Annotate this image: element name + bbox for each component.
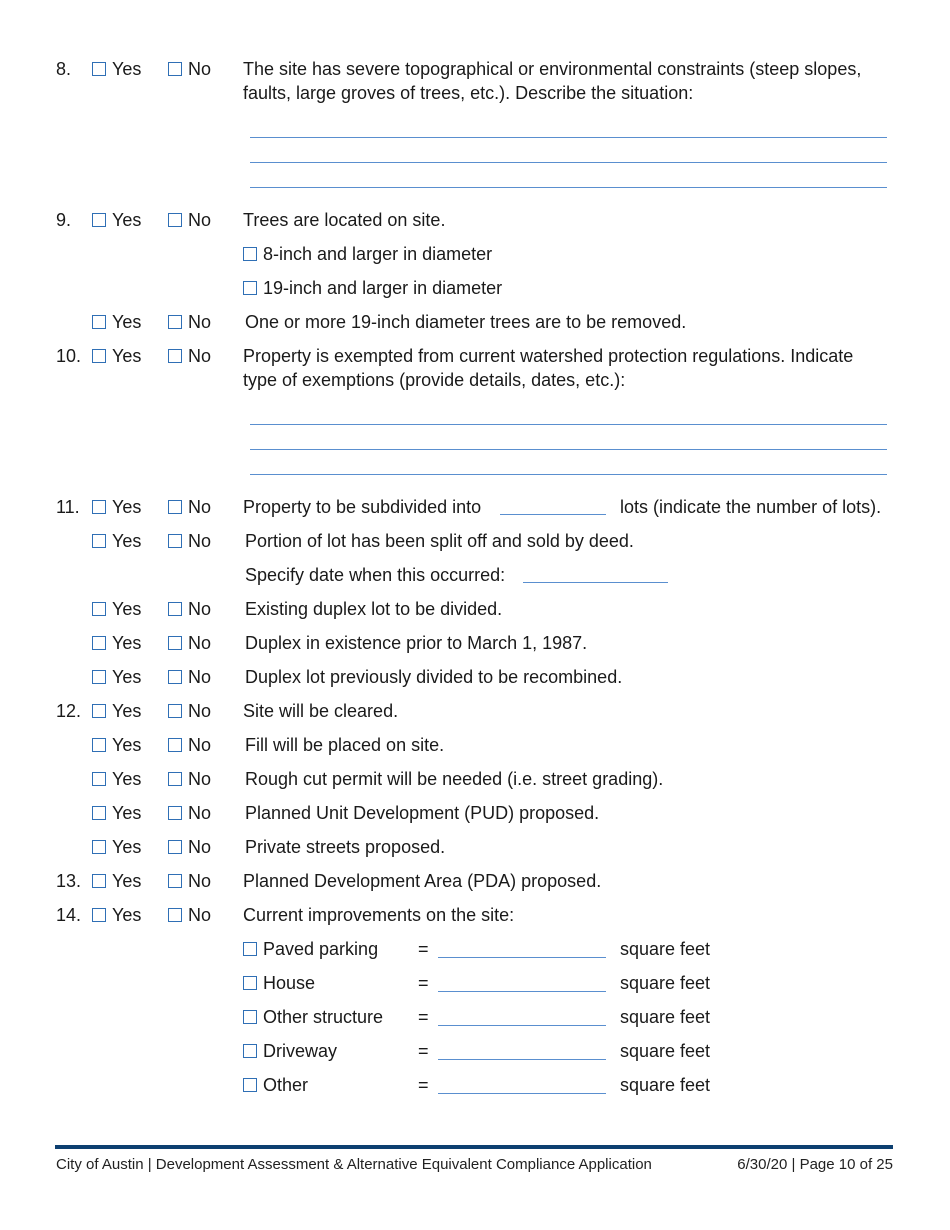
q11-text-a: Property to be subdivided into [243,497,482,517]
item-label: Other structure [263,1006,384,1027]
no-label: No [188,870,212,891]
q9-yes-checkbox[interactable] [92,213,106,227]
q12-sub2-text: Rough cut permit will be needed (i.e. street grading). [245,769,664,789]
driveway-sqft-input[interactable] [438,1059,606,1060]
q12-no-checkbox[interactable] [168,704,182,718]
q8-answer-line-2[interactable] [250,162,887,163]
q12-number: 12. [56,701,82,721]
yes-label: Yes [112,666,142,687]
no-label: No [188,734,212,755]
q12-sub1-no[interactable] [168,733,211,757]
yes-label: Yes [112,836,142,857]
no-label: No [188,802,212,823]
q12-sub4-text: Private streets proposed. [245,837,446,857]
q10-answer-line-3[interactable] [250,474,887,475]
q12-sub3-yes-checkbox[interactable] [92,806,106,820]
q12-sub3-no[interactable] [168,801,211,825]
q13-yes[interactable] [92,869,141,893]
q10-answer-line-2[interactable] [250,449,887,450]
house-checkbox[interactable] [243,976,257,990]
q8-yes[interactable] [92,57,141,81]
q11-sub1-text: Portion of lot has been split off and sold by deed. [245,531,634,551]
footer-page-info: 6/30/20 | Page 10 of 25 [737,1156,893,1173]
equals-sign: = [418,973,429,993]
q12-sub1-text: Fill will be placed on site. [245,735,445,755]
q14-item-paved-parking[interactable] [243,937,378,961]
yes-label: Yes [112,632,142,653]
q11-sub2-no[interactable] [168,597,211,621]
q11-yes[interactable] [92,495,141,519]
q14-text: Current improvements on the site: [243,905,515,925]
q10-answer-line-1[interactable] [250,424,887,425]
q11-sub3-no[interactable] [168,631,211,655]
no-label: No [188,666,212,687]
q10-yes-checkbox[interactable] [92,349,106,363]
q9-option-8inch[interactable] [243,242,492,266]
q9-option-19inch[interactable] [243,276,502,300]
footer-rule [55,1145,893,1149]
no-label: No [188,700,212,721]
q9-8inch-checkbox[interactable] [243,247,257,261]
q12-yes-checkbox[interactable] [92,704,106,718]
q8-answer-line-3[interactable] [250,187,887,188]
q11-sub4-yes-checkbox[interactable] [92,670,106,684]
q9-sub-no[interactable] [168,310,211,334]
q11-yes-checkbox[interactable] [92,500,106,514]
yes-label: Yes [112,345,142,366]
q9-yes[interactable] [92,208,141,232]
no-label: No [188,496,212,517]
item-label: Paved parking [263,938,379,959]
q9-no-checkbox[interactable] [168,213,182,227]
q8-text-line1: The site has severe topographical or environmental constraints (steep slopes, [243,59,862,79]
unit-label: square feet [620,1007,711,1027]
q14-number: 14. [56,905,82,925]
q11-no-checkbox[interactable] [168,500,182,514]
q14-item-other[interactable] [243,1073,308,1097]
no-label: No [188,904,212,925]
q13-no[interactable] [168,869,211,893]
no-label: No [188,598,212,619]
q11-sub4-text: Duplex lot previously divided to be recombined. [245,667,623,687]
q11-sub4-no[interactable] [168,665,211,689]
q12-sub4-yes-checkbox[interactable] [92,840,106,854]
q12-sub1-yes-checkbox[interactable] [92,738,106,752]
q11-sub1-yes[interactable] [92,529,141,553]
yes-label: Yes [112,598,142,619]
house-sqft-input[interactable] [438,991,606,992]
q9-sub-yes-checkbox[interactable] [92,315,106,329]
q12-sub3-yes[interactable] [92,801,141,825]
q10-no[interactable] [168,344,211,368]
q8-yes-checkbox[interactable] [92,62,106,76]
q9-sub-yes[interactable] [92,310,141,334]
yes-label: Yes [112,768,142,789]
q11-sub4-no-checkbox[interactable] [168,670,182,684]
q11-sub2-text: Existing duplex lot to be divided. [245,599,503,619]
q10-no-checkbox[interactable] [168,349,182,363]
q12-text: Site will be cleared. [243,701,399,721]
driveway-checkbox[interactable] [243,1044,257,1058]
no-label: No [188,768,212,789]
q12-sub1-yes[interactable] [92,733,141,757]
q12-sub4-yes[interactable] [92,835,141,859]
q9-text: Trees are located on site. [243,210,446,230]
q8-number: 8. [56,59,72,79]
q12-sub3-no-checkbox[interactable] [168,806,182,820]
q11-sub2-no-checkbox[interactable] [168,602,182,616]
q13-text: Planned Development Area (PDA) proposed. [243,871,602,891]
yes-label: Yes [112,209,142,230]
q11-sub2-yes[interactable] [92,597,141,621]
q12-sub4-no[interactable] [168,835,211,859]
q9-no[interactable] [168,208,211,232]
item-label: House [263,972,316,993]
q13-yes-checkbox[interactable] [92,874,106,888]
q10-number: 10. [56,346,82,366]
q10-yes[interactable] [92,344,141,368]
q14-yes[interactable] [92,903,141,927]
no-label: No [188,632,212,653]
q11-sub1-yes-checkbox[interactable] [92,534,106,548]
q9-option-19inch-label: 19-inch and larger in diameter [263,277,503,298]
q9-option-8inch-label: 8-inch and larger in diameter [263,243,493,264]
q12-sub4-no-checkbox[interactable] [168,840,182,854]
yes-label: Yes [112,734,142,755]
yes-label: Yes [112,904,142,925]
item-label: Driveway [263,1040,338,1061]
q11-sub4-yes[interactable] [92,665,141,689]
q11-sub2-yes-checkbox[interactable] [92,602,106,616]
no-label: No [188,345,212,366]
other-checkbox[interactable] [243,1078,257,1092]
q11-lots-input[interactable] [500,514,606,515]
q12-no[interactable] [168,699,211,723]
q14-item-other-structure[interactable] [243,1005,383,1029]
q8-no[interactable] [168,57,211,81]
q12-sub2-yes-checkbox[interactable] [92,772,106,786]
q8-text-line2: faults, large groves of trees, etc.). Describe the situation: [243,83,694,103]
q9-sub-no-checkbox[interactable] [168,315,182,329]
equals-sign: = [418,1075,429,1095]
yes-label: Yes [112,311,142,332]
other-sqft-input[interactable] [438,1093,606,1094]
no-label: No [188,58,212,79]
q12-sub2-no-checkbox[interactable] [168,772,182,786]
yes-label: Yes [112,802,142,823]
no-label: No [188,311,212,332]
q8-answer-line-1[interactable] [250,137,887,138]
unit-label: square feet [620,973,711,993]
q13-number: 13. [56,871,82,891]
unit-label: square feet [620,1041,711,1061]
footer-document-title: City of Austin | Development Assessment & Alternative Equivalent Compliance Application [56,1156,652,1173]
q11-sub1-no[interactable] [168,529,211,553]
q11-text-b: lots (indicate the number of lots). [620,497,882,517]
q12-yes[interactable] [92,699,141,723]
other-structure-checkbox[interactable] [243,1010,257,1024]
q11-number: 11. [56,497,80,517]
equals-sign: = [418,1007,429,1027]
q11-sub3-text: Duplex in existence prior to March 1, 1987. [245,633,588,653]
no-label: No [188,530,212,551]
q12-sub3-text: Planned Unit Development (PUD) proposed. [245,803,600,823]
equals-sign: = [418,939,429,959]
q10-text-line1: Property is exempted from current watershed protection regulations. Indicate [243,346,854,366]
q11-sub1-no-checkbox[interactable] [168,534,182,548]
no-label: No [188,836,212,857]
unit-label: square feet [620,939,711,959]
unit-label: square feet [620,1075,711,1095]
yes-label: Yes [112,530,142,551]
q10-text-line2: type of exemptions (provide details, dates, etc.): [243,370,626,390]
equals-sign: = [418,1041,429,1061]
q11-no[interactable] [168,495,211,519]
q11-sub3-yes-checkbox[interactable] [92,636,106,650]
q13-no-checkbox[interactable] [168,874,182,888]
q12-sub2-yes[interactable] [92,767,141,791]
yes-label: Yes [112,700,142,721]
yes-label: Yes [112,58,142,79]
q11-date-input[interactable] [523,582,668,583]
q14-no[interactable] [168,903,211,927]
other-structure-sqft-input[interactable] [438,1025,606,1026]
yes-label: Yes [112,870,142,891]
q12-sub2-no[interactable] [168,767,211,791]
no-label: No [188,209,212,230]
q14-item-driveway[interactable] [243,1039,337,1063]
paved-parking-sqft-input[interactable] [438,957,606,958]
q11-sub3-no-checkbox[interactable] [168,636,182,650]
q8-no-checkbox[interactable] [168,62,182,76]
q9-sub-text: One or more 19-inch diameter trees are to be removed. [245,312,687,332]
q12-sub1-no-checkbox[interactable] [168,738,182,752]
q9-19inch-checkbox[interactable] [243,281,257,295]
q11-sub3-yes[interactable] [92,631,141,655]
paved-parking-checkbox[interactable] [243,942,257,956]
q14-item-house[interactable] [243,971,315,995]
q9-number: 9. [56,210,72,230]
q14-no-checkbox[interactable] [168,908,182,922]
q11-date-label: Specify date when this occurred: [245,565,506,585]
q14-yes-checkbox[interactable] [92,908,106,922]
item-label: Other [263,1074,309,1095]
yes-label: Yes [112,496,142,517]
